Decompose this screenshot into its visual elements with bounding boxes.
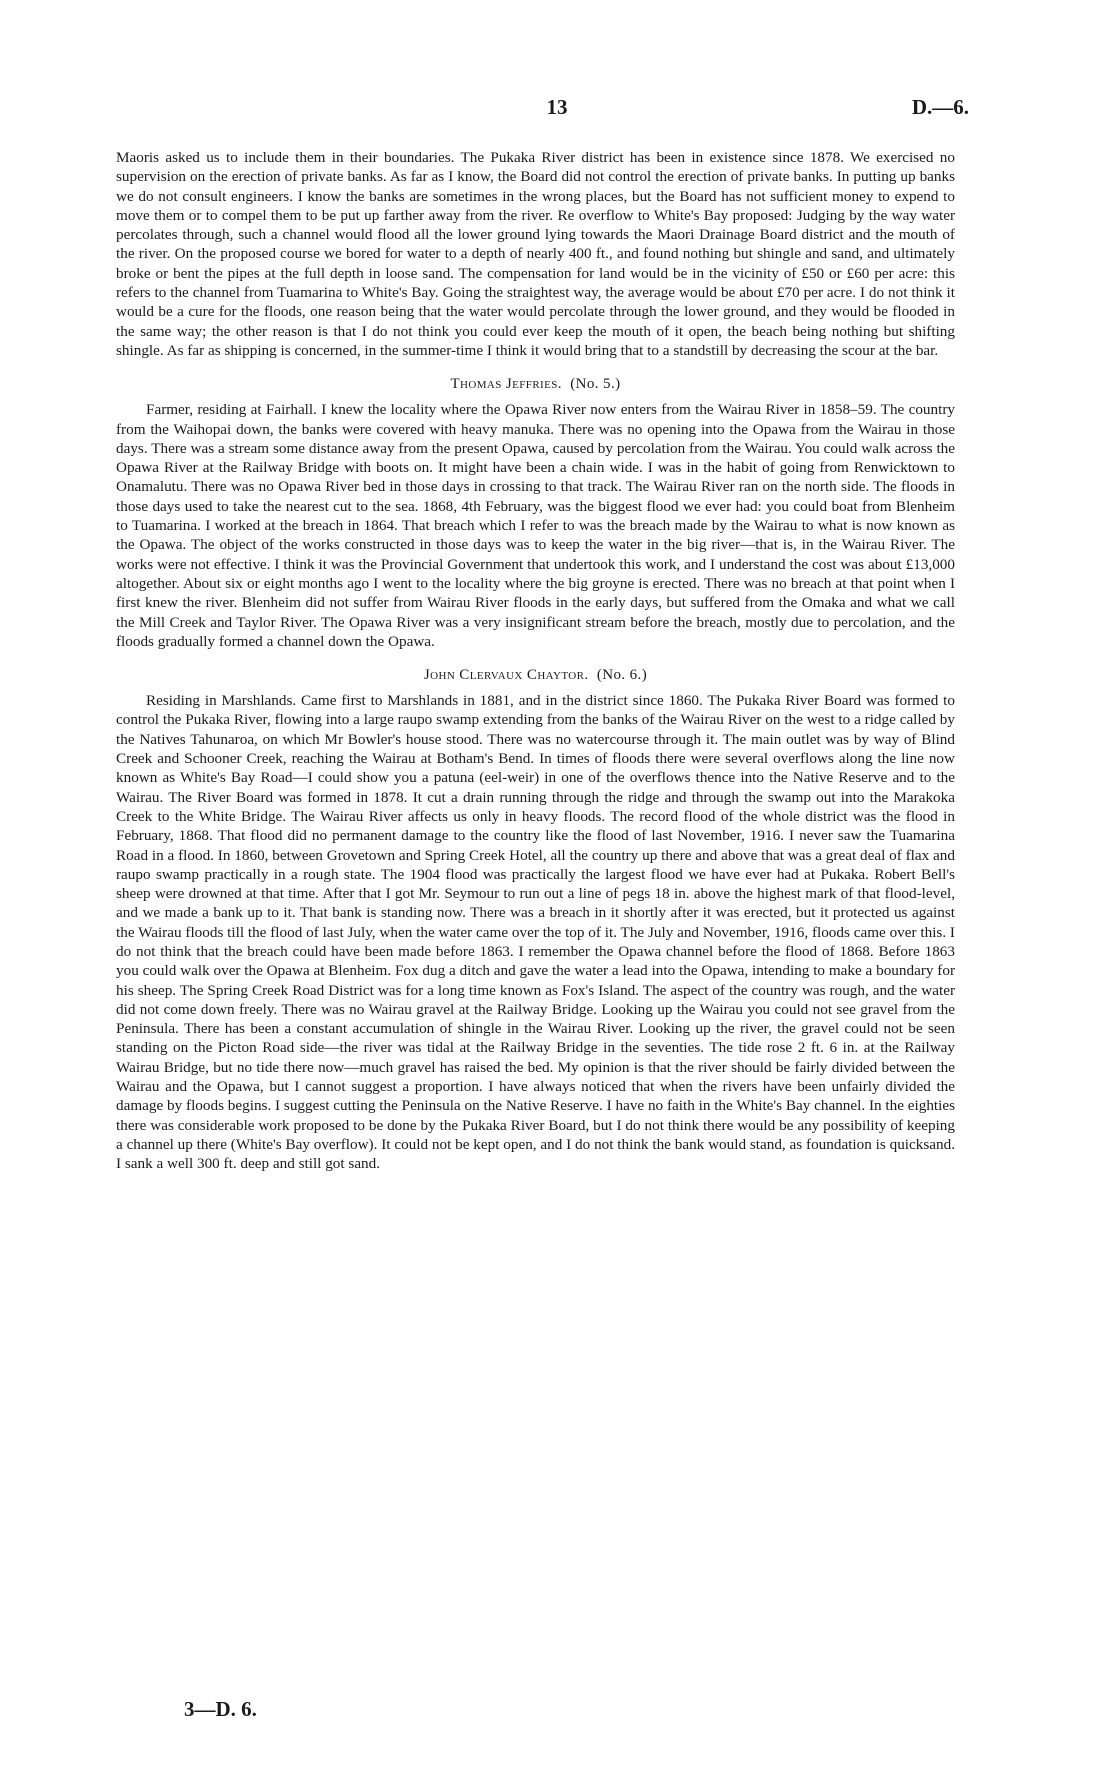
page-body — [116, 148, 955, 1174]
sheet-signature: 3—D. 6. — [184, 1697, 257, 1721]
witness-name: John Clervaux Chaytor. — [423, 667, 589, 684]
page-number: 13 — [546, 95, 568, 119]
witness-name: Thomas Jeffries. — [450, 376, 562, 393]
paragraph-continued: Maoris asked us to include them in their boundaries. The Pukaka River district has been in existence since 1878. We exercised no supervision on the erection of private banks. As far as I know, the Board did not control the erection of private banks. In putting up banks we do not consult engineers. I know the banks are sometimes in the wrong places, but the Board has not sufficient money to expend to move them or to compel them to be put up farther away from the river. Re overflow to White's Bay proposed: Judging by the way water percolates through, such a channel would flood all the lower ground lying towards the Maori Drainage Board district and the mouth of the river. On the proposed course we bored for water to a depth of nearly 400 ft., and found nothing but shingle and sand, and ultimately broke or bent the pipes at the full depth in loose sand. The compensation for land would be in the vicinity of £50 or £60 per acre: this refers to the channel from Tuamarina to White's Bay. Going the straightest way, the average would be about £70 per acre. I do not think it would be a cure for the floods, one reason being that the water would percolate through the lower ground, and they would be flooded in the same way; the other reason is that I do not think you could ever keep the mouth of it open, the beach being nothing but shifting shingle. As far as shipping is concerned, in the summer-time I think it would bring that to a standstill by decreasing the scour at the bar. — [116, 149, 955, 359]
witness-heading-jeffries — [116, 375, 955, 394]
witness-number: (No. 6.) — [596, 667, 648, 684]
document-reference: D.—6. — [911, 95, 969, 119]
paragraph-chaytor-evidence: Residing in Marshlands. Came first to Marshlands in 1881, and in the district since 1860. The Pukaka River Board was formed to control the Pukaka River, flowing into a large raupo swamp extending from the banks of the Wairau River on the west to a ridge called by the Natives Tahunaroa, on which Mr Bowler's house stood. There was no watercourse through it. The main outlet was by way of Blind Creek and Schooner Creek, reaching the Wairau at Botham's Bend. In times of floods there were several overflows along the line now known as White's Bay Road—I could show you a patuna (eel-weir) in one of the overflows thence into the Native Reserve and to the Wairau. The River Board was formed in 1878. It cut a drain running through the ridge and through the swamp out into the Marakoka Creek to the White Bridge. The Wairau River affects us only in heavy floods. The record flood of the whole district was the flood in February, 1868. That flood did no permanent damage to the country like the flood of last November, 1916. I never saw the Tuamarina Road in a flood. In 1860, between Grovetown and Spring Creek Hotel, all the country up there and above that was a great deal of flax and raupo swamp practically in a rough state. The 1904 flood was practically the largest flood we have ever had at Pukaka. Robert Bell's sheep were drowned at that time. After that I got Mr. Seymour to run out a line of pegs 18 in. above the highest mark of that flood-level, and we made a bank up to it. That bank is standing now. There was a breach in it shortly after it was erected, but it protected us against the Wairau floods till the flood of last July, when the water came over the top of it. The July and November, 1916, floods came over this. I do not think that the breach could have been made before 1863. I remember the Opawa channel before the flood of 1868. Before 1863 you could walk over the Opawa at Blenheim. Fox dug a ditch and gave the water a lead into the Opawa, intending to make a boundary for his sheep. The Spring Creek Road District was for a long time known as Fox's Island. The aspect of the country was rough, and the water did not come down freely. There was no Wairau gravel at the Railway Bridge. Looking up the Wairau you could not see gravel from the Peninsula. There has been a constant accumulation of shingle in the Wairau River. Looking up the river, the gravel could not be seen standing on the Picton Road side—the river was tidal at the Railway Bridge in the seventies. The tide rose 2 ft. 6 in. at the Railway Wairau Bridge, but no tide there now—much gravel has raised the bed. My opinion is that the river should be fairly divided between the Wairau and the Opawa, but I cannot suggest a proportion. I have always noticed that when the rivers have been unfairly divided the damage by floods begins. I suggest cutting the Peninsula on the Native Reserve. I have no faith in the White's Bay channel. In the eighties there was considerable work proposed to be done by the Pukaka River Board, but I do not think there would be any possibility of keeping a channel up there (White's Bay overflow). It could not be kept open, and I do not think the bank would stand, as foundation is quicksand. I sank a well 300 ft. deep and still got sand. — [116, 692, 955, 1173]
witness-heading-chaytor — [116, 666, 955, 685]
witness-number: (No. 5.) — [570, 376, 621, 393]
paragraph-jeffries-evidence: Farmer, residing at Fairhall. I knew the locality where the Opawa River now enters from the Wairau River in 1858–59. The country from the Waihopai down, the banks were covered with heavy manuka. There was no opening into the Opawa from the Wairau in those days. There was a stream some distance away from the present Opawa, caused by percolation from the Wairau. You could walk across the Opawa River at the Railway Bridge with boots on. It might have been a chain wide. I was in the habit of going from Renwicktown to Onamalutu. There was no Opawa River bed in those days in crossing to that track. The Wairau River ran on the north side. The floods in those days used to take the nearest cut to the sea. 1868, 4th February, was the biggest flood we ever had: you could boat from Blenheim to Tuamarina. I worked at the breach in 1864. That breach which I refer to was the breach made by the Wairau to what is now known as the Opawa. The object of the works constructed in those days was to keep the water in the big river—that is, in the Wairau River. The works were not effective. I think it was the Provincial Government that undertook this work, and I understand the cost was about £13,000 altogether. About six or eight months ago I went to the locality where the big groyne is erected. There was no breach at that point when I first knew the river. Blenheim did not suffer from Wairau River floods in the early days, but suffered from the Omaka and what we call the Mill Creek and Taylor River. The Opawa River was a very insignificant stream before the breach, mostly due to percolation, and the floods gradually formed a channel down the Opawa. — [116, 401, 955, 650]
